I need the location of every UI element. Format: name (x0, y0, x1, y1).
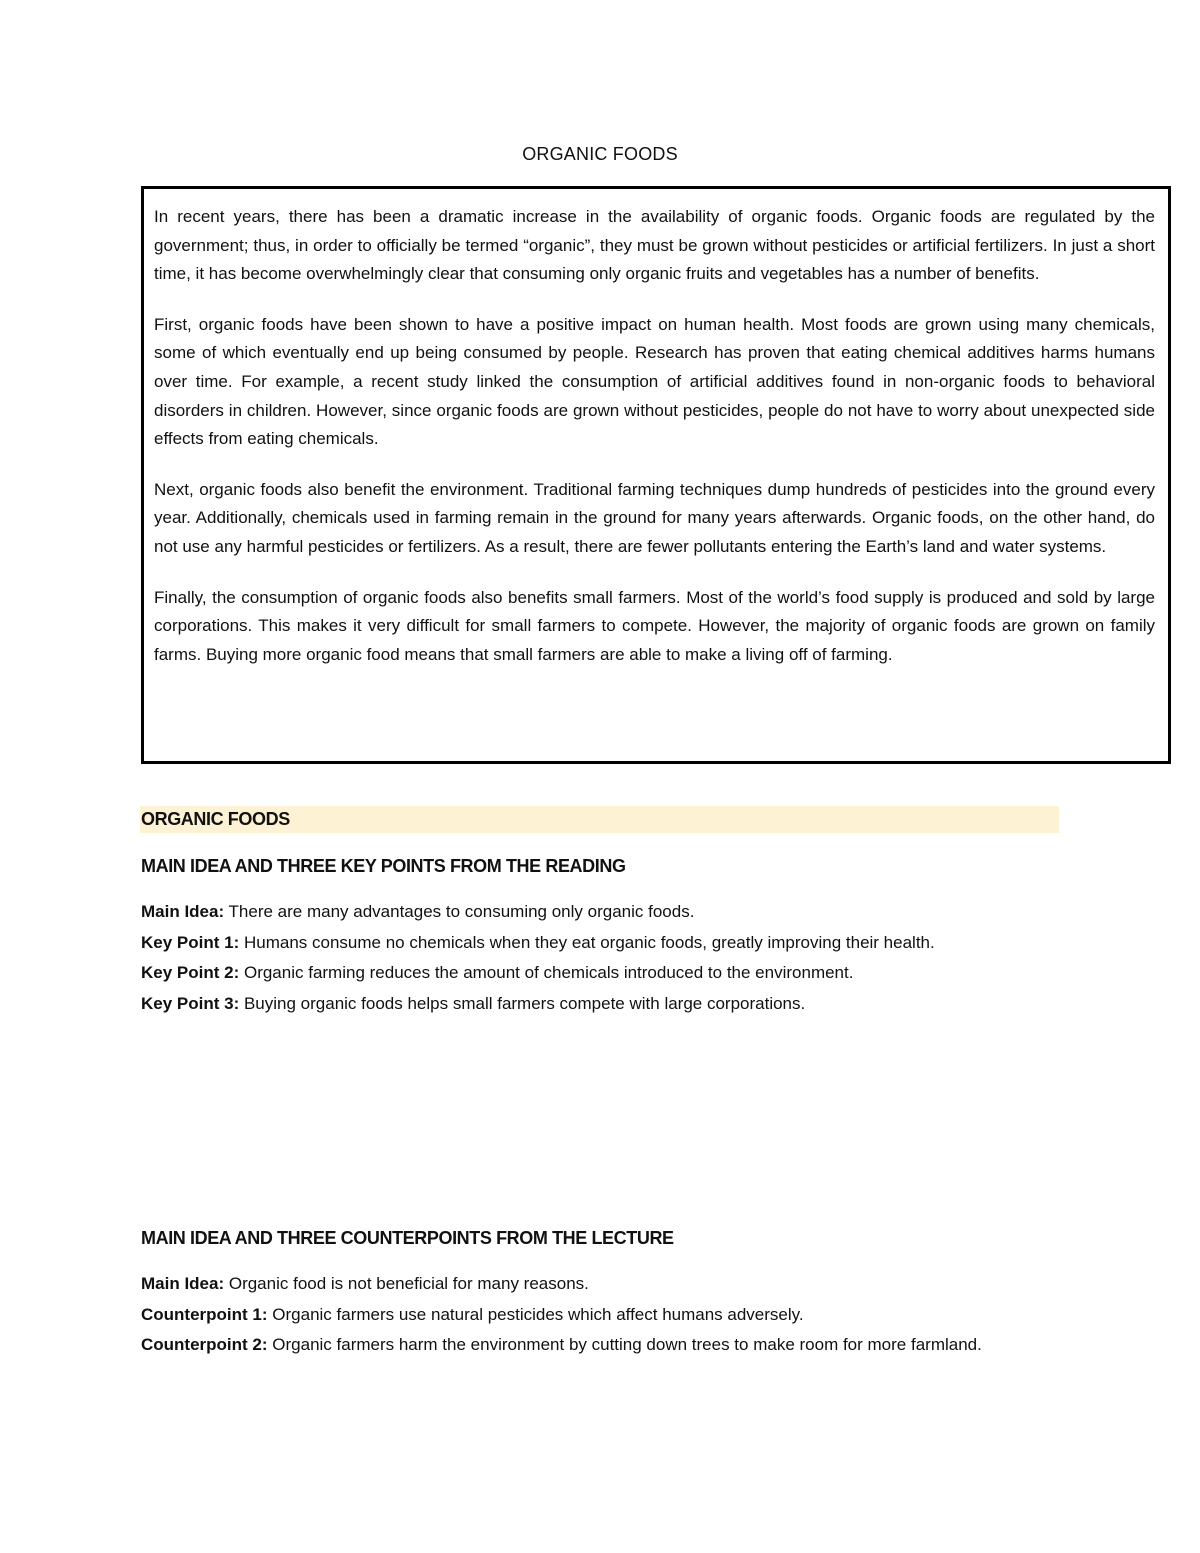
lecture-counterpoint-2-label: Counterpoint 2: (141, 1335, 268, 1354)
lecture-notes-heading: MAIN IDEA AND THREE COUNTERPOINTS FROM THE LECTURE (141, 1228, 674, 1248)
notes-banner-title: ORGANIC FOODS (141, 809, 290, 829)
reading-key-point-3 (141, 989, 1057, 1020)
reading-key-point-3-text: Buying organic foods helps small farmers compete with large corporations. (239, 993, 806, 1013)
lecture-counterpoint-2 (141, 1330, 1057, 1361)
reading-notes-heading: MAIN IDEA AND THREE KEY POINTS FROM THE READING (141, 856, 626, 876)
reading-key-point-1 (141, 928, 1057, 959)
lecture-counterpoint-1-text: Organic farmers use natural pesticides which affect humans adversely. (267, 1304, 804, 1324)
notes-banner (140, 806, 1059, 833)
document-title: ORGANIC FOODS (522, 144, 678, 164)
reading-key-point-3-label: Key Point 3: (141, 993, 240, 1013)
reading-key-point-2 (141, 958, 1057, 989)
reading-paragraph-2: First, organic foods have been shown to have a positive impact on human health. Most foods are grown using many chemicals, some of which eventually end up being consumed by people. Research has proven that eating chemical additives harms humans over time. For example, a recent study linked the consumption of artificial additives found in non-organic foods to behavioral disorders in children. However, since organic foods are grown without pesticides, people do not have to worry about unexpected side effects from eating chemicals. (154, 314, 1155, 449)
reading-main-idea (141, 897, 1057, 928)
reading-paragraph-3: Next, organic foods also benefit the environment. Traditional farming techniques dump hundreds of pesticides into the ground every year. Additionally, chemicals used in farming remain in the ground for many years afterwards. Organic foods, on the other hand, do not use any harmful pesticides or fertilizers. As a result, there are fewer pollutants entering the Earth’s land and water systems. (154, 479, 1155, 556)
lecture-main-idea-text: Organic food is not beneficial for many reasons. (224, 1274, 589, 1293)
reading-key-point-2-label: Key Point 2: (141, 963, 240, 982)
reading-main-idea-text: There are many advantages to consuming only organic foods. (224, 902, 695, 921)
reading-passage-box (141, 186, 1171, 764)
reading-main-idea-label: Main Idea: (141, 902, 225, 921)
reading-notes-section (141, 856, 1057, 1019)
lecture-counterpoint-1 (141, 1300, 1057, 1331)
reading-paragraph-4: Finally, the consumption of organic foods also benefits small farmers. Most of the world’s food supply is produced and sold by large corporations. This makes it very difficult for small farmers to compete. However, the majority of organic foods are grown on family farms. Buying more organic food means that small farmers are able to make a living off of farming. (154, 587, 1155, 664)
reading-key-point-2-text: Organic farming reduces the amount of chemicals introduced to the environment. (239, 963, 854, 982)
lecture-counterpoint-1-label: Counterpoint 1: (141, 1304, 268, 1324)
reading-paragraph-1: In recent years, there has been a dramatic increase in the availability of organic foods. Organic foods are regulated by the government; thus, in order to officially be termed “organic”, they must be grown without pesticides or artificial fertilizers. In just a short time, it has become overwhelmingly clear that consuming only organic fruits and vegetables has a number of benefits. (154, 207, 1155, 284)
lecture-counterpoint-2-text: Organic farmers harm the environment by cutting down trees to make room for more farmland. (267, 1335, 982, 1354)
lecture-main-idea (141, 1269, 1057, 1300)
lecture-notes-section (141, 1228, 1057, 1361)
lecture-main-idea-label: Main Idea: (141, 1274, 225, 1293)
reading-key-point-1-text: Humans consume no chemicals when they eat organic foods, greatly improving their health. (239, 932, 935, 952)
reading-key-point-1-label: Key Point 1: (141, 932, 240, 952)
